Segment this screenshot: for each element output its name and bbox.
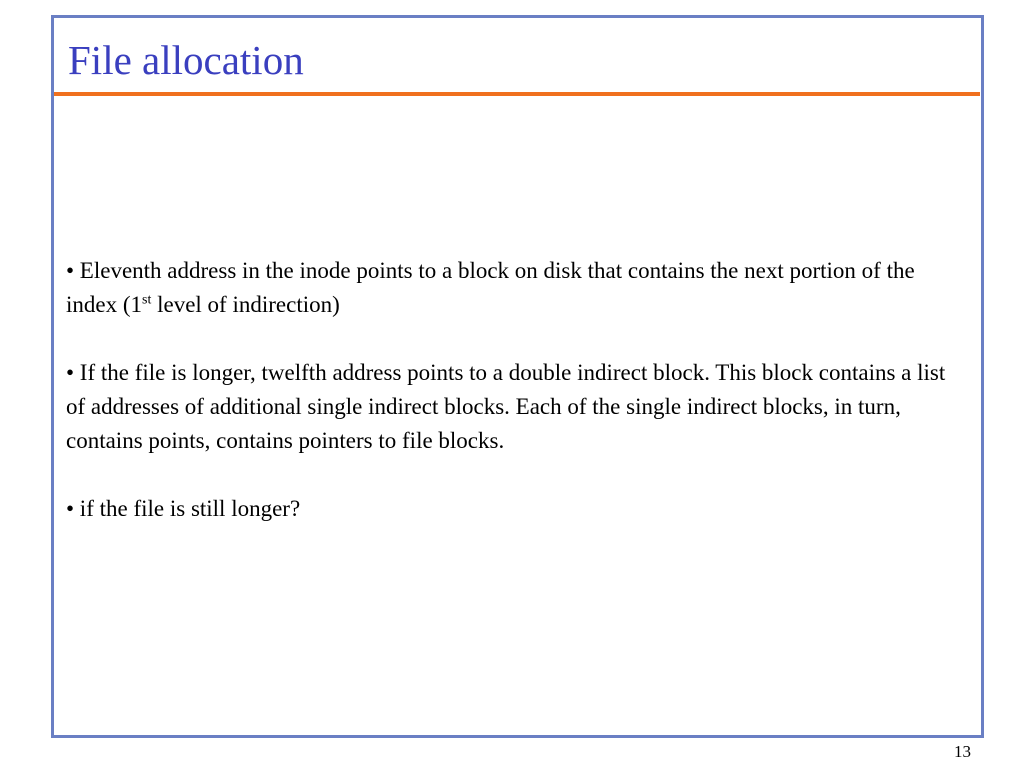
superscript: st (142, 292, 152, 308)
title-underline (54, 92, 980, 96)
slide-body (66, 254, 966, 560)
page-number: 13 (954, 742, 971, 761)
bullet-text-part: • Eleventh address in the inode points to a block on disk that contains the next portion of the index (1 (66, 258, 915, 317)
bullet-eleventh-address (66, 254, 966, 322)
bullet-twelfth-address: • If the file is longer, twelfth address points to a double indirect block. This block contains a list of addresses of additional single indirect blocks. Each of the single indirect blocks, in turn, contains points, contains pointers to file blocks. (66, 360, 946, 453)
bullet-text-part: level of indirection) (151, 292, 340, 317)
bullet-still-longer: • if the file is still longer? (66, 496, 301, 521)
slide-title: File allocation (68, 37, 304, 83)
